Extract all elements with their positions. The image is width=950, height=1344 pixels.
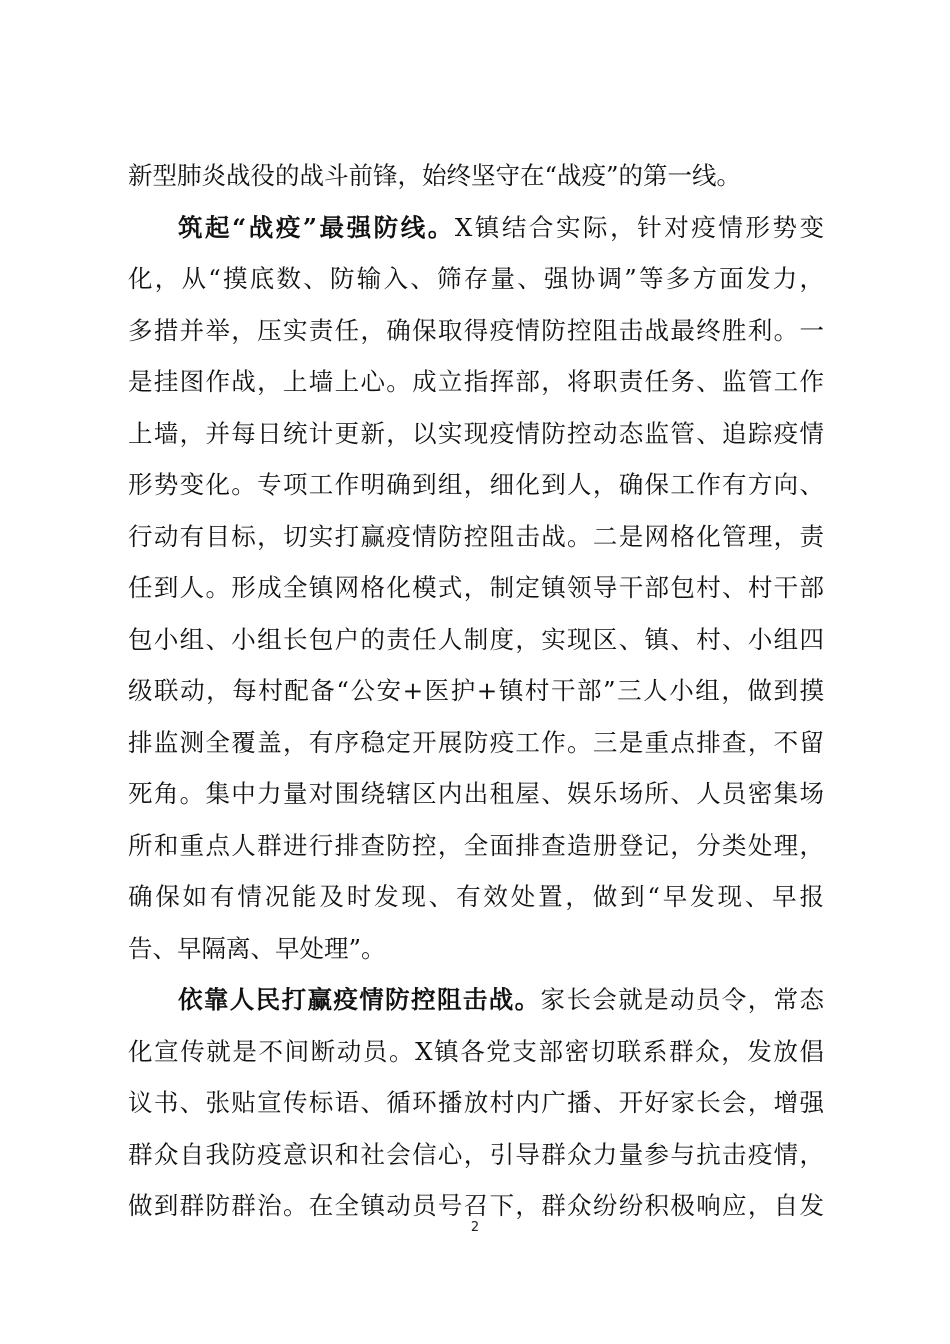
paragraph-heading: 筑起“战疫”最强防线。 xyxy=(178,212,455,242)
paragraph-line: 级联动，每村配备“公安+医护+镇村干部”三人小组，做到摸 xyxy=(128,676,824,705)
paragraph-heading: 依靠人民打赢疫情防控阻击战。 xyxy=(178,985,541,1014)
paragraph-line: 化，从“摸底数、防输入、筛存量、强协调”等多方面发力， xyxy=(128,264,824,293)
paragraph-line: 所和重点人群进行排查防控，全面排查造册登记，分类处理， xyxy=(128,830,824,860)
paragraph-text: X镇结合实际，针对疫情形势变 xyxy=(454,212,824,242)
paragraph-line: 行动有目标，切实打赢疫情防控阻击战。二是网格化管理，责 xyxy=(128,521,824,551)
paragraph-line: 形势变化。专项工作明确到组，细化到人，确保工作有方向、 xyxy=(128,470,824,499)
paragraph-line: 包小组、小组长包户的责任人制度，实现区、镇、村、小组四 xyxy=(128,624,824,654)
paragraph-line: 多措并举，压实责任，确保取得疫情防控阻击战最终胜利。一 xyxy=(128,315,824,345)
paragraph-line: 确保如有情况能及时发现、有效处置，做到“早发现、早报 xyxy=(128,882,824,911)
paragraph-line: 是挂图作战，上墙上心。成立指挥部，将职责任务、监管工作 xyxy=(128,367,824,396)
paragraph-line: 新型肺炎战役的战斗前锋，始终坚守在“战疫”的第一线。 xyxy=(128,161,742,190)
paragraph-line: 群众自我防疫意识和社会信心，引导群众力量参与抗击疫情， xyxy=(128,1139,824,1169)
paragraph-line: 任到人。形成全镇网格化模式，制定镇领导干部包村、村干部 xyxy=(128,573,824,602)
paragraph-line xyxy=(128,974,824,1026)
page-number: 2 xyxy=(470,1220,480,1235)
paragraph-line: 议书、张贴宣传标语、循环播放村内广播、开好家长会，增强 xyxy=(128,1088,824,1117)
paragraph-line: 死角。集中力量对围绕辖区内出租屋、娱乐场所、人员密集场 xyxy=(128,779,824,808)
body-text xyxy=(128,150,824,1232)
paragraph-line: 排监测全覆盖，有序稳定开展防疫工作。三是重点排查，不留 xyxy=(128,727,824,757)
paragraph-line xyxy=(128,202,824,254)
paragraph-text: 家长会就是动员令，常态 xyxy=(540,985,825,1014)
paragraph-line: 做到群防群治。在全镇动员号召下，群众纷纷积极响应，自发 xyxy=(128,1191,824,1220)
paragraph-line: 化宣传就是不间断动员。X镇各党支部密切联系群众，发放倡 xyxy=(128,1036,824,1066)
paragraph-line: 告、早隔离、早处理”。 xyxy=(128,933,386,963)
paragraph-line: 上墙，并每日统计更新，以实现疫情防控动态监管、追踪疫情 xyxy=(128,418,824,448)
